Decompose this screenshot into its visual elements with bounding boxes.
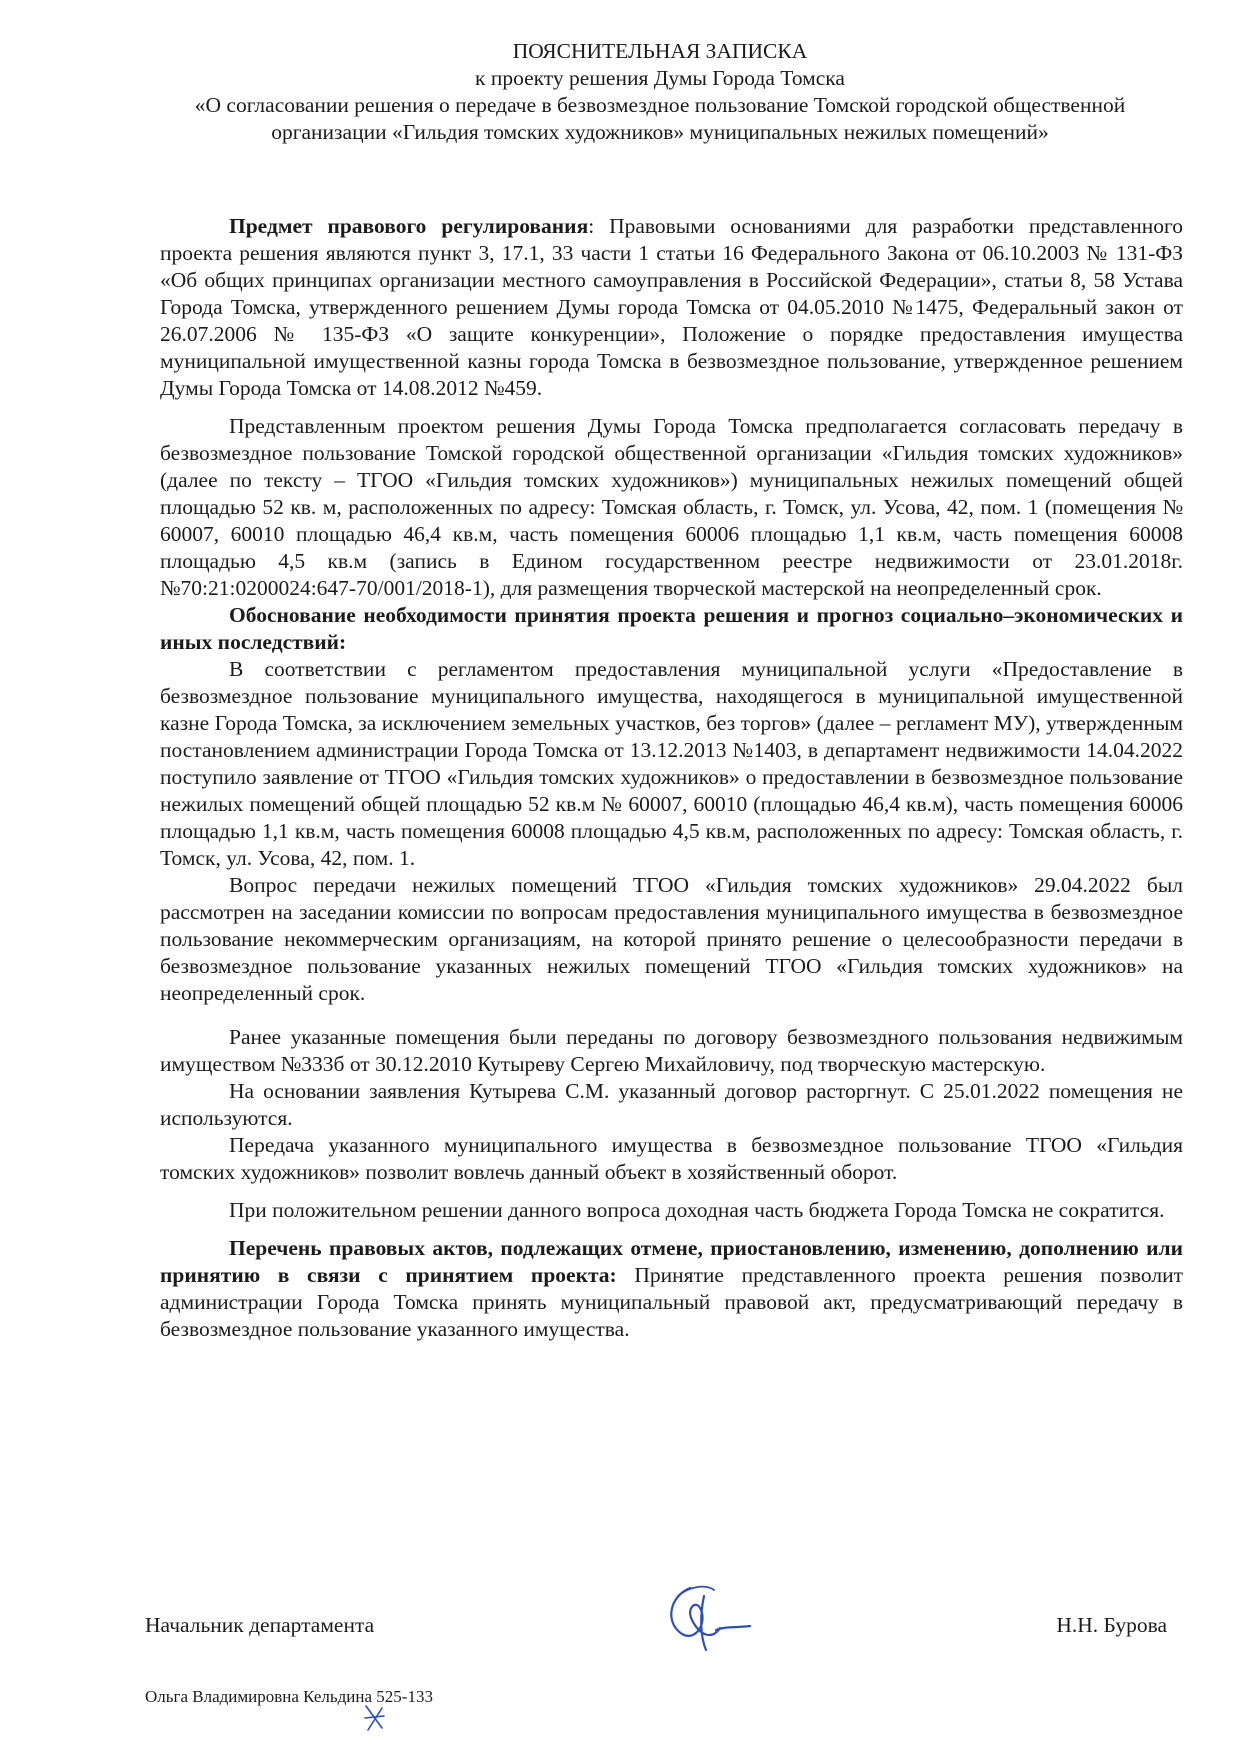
paragraph-regulation: В соответствии с регламентом предоставления муниципальной услуги «Предоставление в безвозмездное пользование муниципального имущества, находящегося в муниципальной имущественной казне Города Томска, за исключением земельных участков, без торгов» (далее – регламент МУ), утвержденным постановлением администрации Города Томска от 13.12.2013 №1403, в департамент недвижимости 14.04.2022 поступило заявление от ТГОО «Гильдия томских художников» о предоставлении в безвозмездное пользование нежилых помещений общей площадью 52 кв.м № 60007, 60010 (площадью 46,4 кв.м), часть помещения 60006 площадью 1,1 кв.м, часть помещения 60008 площадью 4,5 кв.м, расположенных по адресу: Томская область, г. Томск, ул. Усова, 42, пом. 1.	[160, 657, 1183, 870]
handwritten-signature	[660, 1578, 755, 1656]
legal-acts-text: Принятие представленного проекта решения позволит администрации Города Томска принять муниципальный правовой акт, предусматривающий передачу в безвозмездное пользование указанного имущества.	[160, 1263, 1183, 1341]
paragraph-termination: На основании заявления Кутырева С.М. указанный договор расторгнут. С 25.01.2022 помещения не используются.	[160, 1079, 1183, 1130]
legal-basis-text: : Правовыми основаниями для разработки представленного проекта решения являются пункт 3, 17.1, 33 части 1 статьи 16 Федерального Закона от 06.10.2003 № 131-ФЗ «Об общих принципах организации местного самоуправления в Российской Федерации», статьи 8, 58 Устава Города Томска, утвержденного решением Думы города Томска от 04.05.2010 №1475, Федеральный закон от 26.07.2006 № 135-ФЗ «О защите конкуренции», Положение о порядке предоставления имущества муниципальной имущественной казны города Томска в безвозмездное пользование, утвержденное решением Думы Города Томска от 14.08.2012 №459.	[160, 214, 1183, 400]
paragraph-project-purpose: Представленным проектом решения Думы Города Томска предполагается согласовать передачу в безвозмездное пользование Томской городской общественной организации «Гильдия томских художников» (далее по тексту – ТГОО «Гильдия томских художников») муниципальных нежилых помещений общей площадью 52 кв. м, расположенных по адресу: Томская область, г. Томск, ул. Усова, 42, пом. 1 (помещения № 60007, 60010 площадью 46,4 кв.м, часть помещения 60006 площадью 1,1 кв.м, часть помещения 60008 площадью 4,5 кв.м (запись в Едином государственном реестре недвижимости от 23.01.2018г. №70:21:0200024:647-70/001/2018-1), для размещения творческой мастерской на неопределенный срок.	[160, 414, 1183, 600]
heading-justification: Обоснование необходимости принятия проекта решения и прогноз социально–экономических и иных последствий:	[160, 603, 1183, 654]
paragraph-commission: Вопрос передачи нежилых помещений ТГОО «Гильдия томских художников» 29.04.2022 был рассмотрен на заседании комиссии по вопросам предоставления муниципального имущества в безвозмездное пользование некоммерческим организациям, на которой принято решение о целесообразности передачи в безвозмездное пользование указанных нежилых помещений ТГОО «Гильдия томских художников» на неопределенный срок.	[160, 873, 1183, 1005]
signer-position: Начальник департамента	[145, 1613, 375, 1637]
signer-name: Н.Н. Бурова	[1056, 1613, 1167, 1637]
heading-legal-regulation: Предмет правового регулирования	[229, 214, 589, 238]
paragraph-legal-acts	[160, 1235, 1183, 1343]
paragraph-legal-basis	[160, 213, 1183, 402]
document-subtitle: к проекту решения Думы Города Томска	[475, 66, 845, 90]
document-header	[140, 38, 1180, 146]
ink-mark	[362, 1702, 388, 1734]
paragraph-budget: При положительном решении данного вопроса доходная часть бюджета Города Томска не сократится.	[229, 1198, 1165, 1222]
document-body	[160, 213, 1183, 1343]
paragraph-transfer-effect: Передача указанного муниципального имущества в безвозмездное пользование ТГОО «Гильдия томских художников» позволит вовлечь данный объект в хозяйственный оборот.	[160, 1133, 1183, 1184]
document-title: ПОЯСНИТЕЛЬНАЯ ЗАПИСКА	[512, 39, 808, 63]
heading-legal-acts: Перечень правовых актов, подлежащих отмене, приостановлению, изменению, дополнению или принятию в связи с принятием проекта:	[160, 1236, 1183, 1287]
paragraph-justification-heading	[160, 602, 1183, 656]
document-topic: «О согласовании решения о передаче в безвозмездное пользование Томской городской общественной организации «Гильдия томских художников» муниципальных нежилых помещений»	[194, 93, 1126, 144]
executor-info: Ольга Владимировна Кельдина 525-133	[145, 1687, 433, 1706]
paragraph-previous-contract: Ранее указанные помещения были переданы по договору безвозмездного пользования недвижимым имуществом №333б от 30.12.2010 Кутыреву Сергею Михайловичу, под творческую мастерскую.	[160, 1025, 1183, 1076]
